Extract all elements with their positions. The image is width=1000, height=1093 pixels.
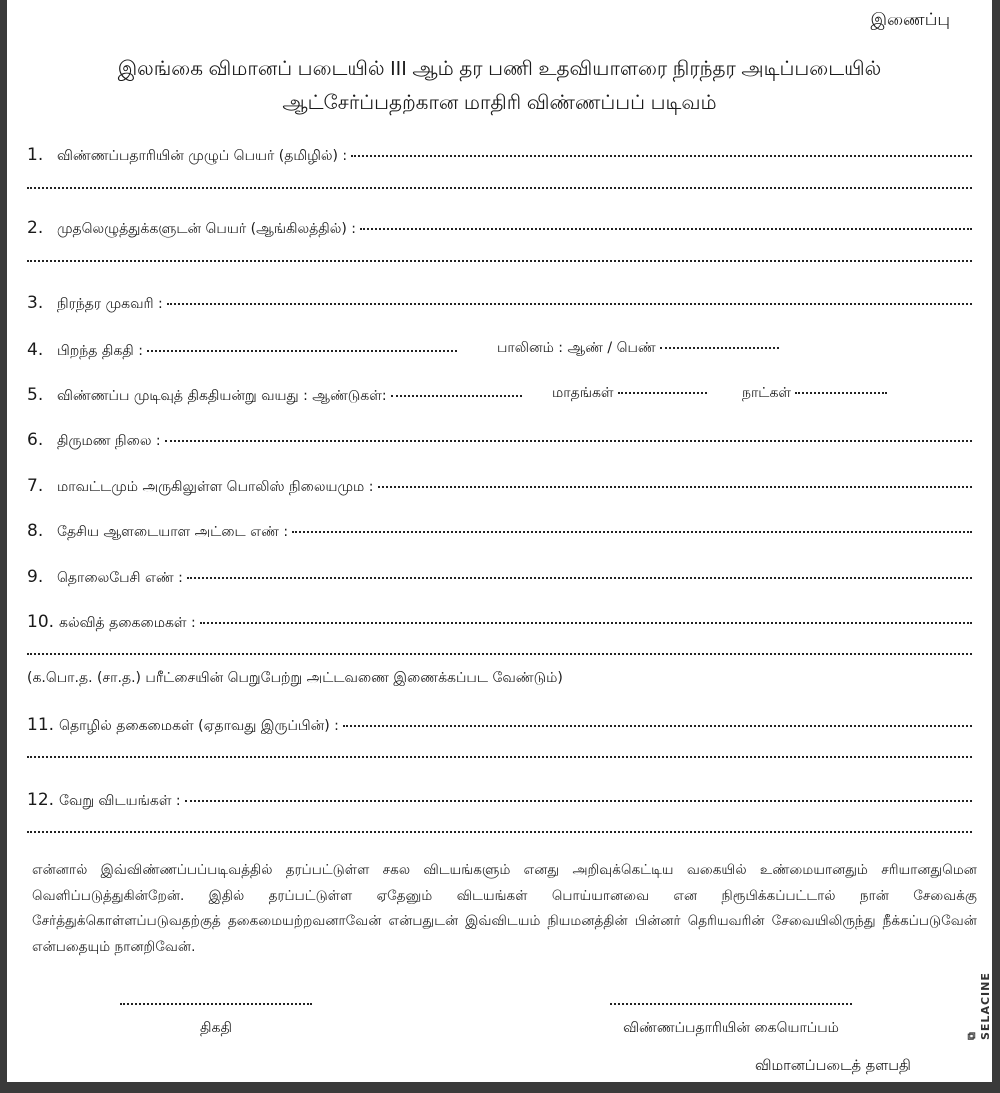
fill-line[interactable]: [351, 154, 972, 157]
field-number: 3.: [27, 293, 44, 313]
watermark-icon: ⧉: [965, 1031, 978, 1040]
field-label: விண்ணப்ப முடிவுத் திகதியன்று வயது : ஆண்டுகள்:: [57, 388, 387, 404]
fill-line[interactable]: [343, 724, 972, 727]
field-marital-status[interactable]: [27, 430, 972, 451]
field-label: மாதங்கள்: [552, 385, 614, 401]
field-name-with-initials-english[interactable]: [27, 218, 972, 239]
fill-line[interactable]: [360, 227, 972, 230]
field-number: 11.: [27, 715, 55, 735]
field-other-details[interactable]: [27, 790, 972, 811]
declaration-text: என்னால் இவ்விண்ணப்பப்படிவத்தில் தரப்பட்டுள்ள சகல விடயங்களும் எனது அறிவுக்கெட்டிய வகையில் உண்மையானதும் சரியானதுமென வெளிப்படுத்துகின்றேன். இதில் தரப்பட்டுள்ள ஏதேனும் விடயங்கள் பொய்யானவை என நிரூபிக்கப்பட்டால் நான் சேவைக்கு சேர்த்துக்கொள்ளப்படுவதற்குத் தகைமையற்றவனாவேன் என்பதுடன் இவ்விடயம் நியமனத்தின் பின்னர் தெரியவரின் சேவையிலிருந்து நீக்கப்படுவேன் என்பதையும் நானறிவேன்.: [32, 862, 977, 955]
fill-line-continuation[interactable]: [27, 186, 972, 189]
applicant-signature-label: விண்ணப்பதாரியின் கையொப்பம்: [623, 1020, 839, 1036]
education-note: (க.பொ.த. (சா.த.) பரீட்சையின் பெறுபேற்று அட்டவணை இணைக்கப்பட வேண்டும்): [27, 670, 563, 686]
fill-line[interactable]: [167, 302, 972, 305]
application-form-page: [7, 0, 992, 1082]
field-permanent-address[interactable]: [27, 293, 972, 314]
field-gender[interactable]: [497, 340, 779, 358]
field-number: 5.: [27, 385, 44, 405]
field-number: 9.: [27, 567, 44, 587]
fill-line[interactable]: [185, 799, 972, 802]
field-number: 8.: [27, 521, 44, 541]
field-number: 10.: [27, 612, 55, 632]
field-number: 4.: [27, 340, 44, 360]
fill-line[interactable]: [187, 576, 972, 579]
field-number: 2.: [27, 218, 44, 238]
fill-line-continuation[interactable]: [27, 755, 972, 758]
declaration-paragraph: [32, 858, 977, 960]
fill-line[interactable]: [200, 621, 972, 624]
field-age-years[interactable]: [27, 385, 522, 406]
fill-line[interactable]: [618, 391, 707, 394]
field-label: வேறு விடயங்கள் :: [59, 793, 181, 809]
field-label: பாலினம் : ஆண் / பெண்: [497, 340, 656, 356]
form-title-line-2: ஆட்சேர்ப்பதற்கான மாதிரி விண்ணப்பப் படிவம்: [282, 92, 717, 114]
field-label: கல்வித் தகைமைகள் :: [59, 615, 196, 631]
fill-line[interactable]: [292, 530, 972, 533]
field-label: தொழில் தகைமைகள் (ஏதாவது இருப்பின்) :: [59, 718, 339, 734]
field-label: தொலைபேசி எண் :: [57, 570, 183, 586]
field-age-days[interactable]: [742, 385, 887, 403]
field-label: நிரந்தர முகவரி :: [57, 296, 163, 312]
field-number: 7.: [27, 476, 44, 496]
fill-line[interactable]: [165, 439, 972, 442]
annex-label: இணைப்பு: [870, 10, 950, 30]
commander-label: விமானப்படைத் தளபதி: [755, 1058, 911, 1074]
field-number: 12.: [27, 790, 55, 810]
fill-line[interactable]: [147, 349, 457, 352]
field-label: முதலெழுத்துக்களுடன் பெயர் (ஆங்கிலத்தில்) :: [57, 221, 356, 237]
date-label: திகதி: [200, 1020, 232, 1036]
field-label: தேசிய ஆளடையாள அட்டை எண் :: [57, 524, 289, 540]
field-label: விண்ணப்பதாரியின் முழுப் பெயர் (தமிழில்) :: [57, 148, 348, 164]
field-number: 1.: [27, 145, 44, 165]
field-date-of-birth[interactable]: [27, 340, 457, 361]
field-professional-qualifications[interactable]: [27, 715, 972, 736]
applicant-signature-line[interactable]: [610, 1002, 852, 1005]
watermark-text: SELACINE: [979, 972, 992, 1040]
date-signature-line[interactable]: [120, 1002, 312, 1005]
field-educational-qualifications[interactable]: [27, 612, 972, 633]
field-label: மாவட்டமும் அருகிலுள்ள பொலிஸ் நிலையமும :: [57, 479, 374, 495]
field-district-police-station[interactable]: [27, 476, 972, 497]
fill-line-continuation[interactable]: [27, 652, 972, 655]
field-label: நாட்கள்: [742, 385, 792, 401]
fill-line-continuation[interactable]: [27, 259, 972, 262]
form-title-line-1: இலங்கை விமானப் படையில் III ஆம் தர பணி உதவியாளரை நிரந்தர அடிப்படையில்: [117, 58, 882, 80]
field-nic-number[interactable]: [27, 521, 972, 542]
field-label: பிறந்த திகதி :: [57, 343, 143, 359]
field-number: 6.: [27, 430, 44, 450]
fill-line[interactable]: [391, 394, 522, 397]
field-telephone-number[interactable]: [27, 567, 972, 588]
field-full-name-tamil[interactable]: [27, 145, 972, 166]
fill-line[interactable]: [795, 391, 887, 394]
fill-line[interactable]: [660, 346, 779, 349]
fill-line-continuation[interactable]: [27, 830, 972, 833]
field-label: திருமண நிலை :: [57, 433, 161, 449]
field-age-months[interactable]: [552, 385, 707, 403]
watermark-logo: [965, 972, 992, 1040]
fill-line[interactable]: [378, 485, 973, 488]
